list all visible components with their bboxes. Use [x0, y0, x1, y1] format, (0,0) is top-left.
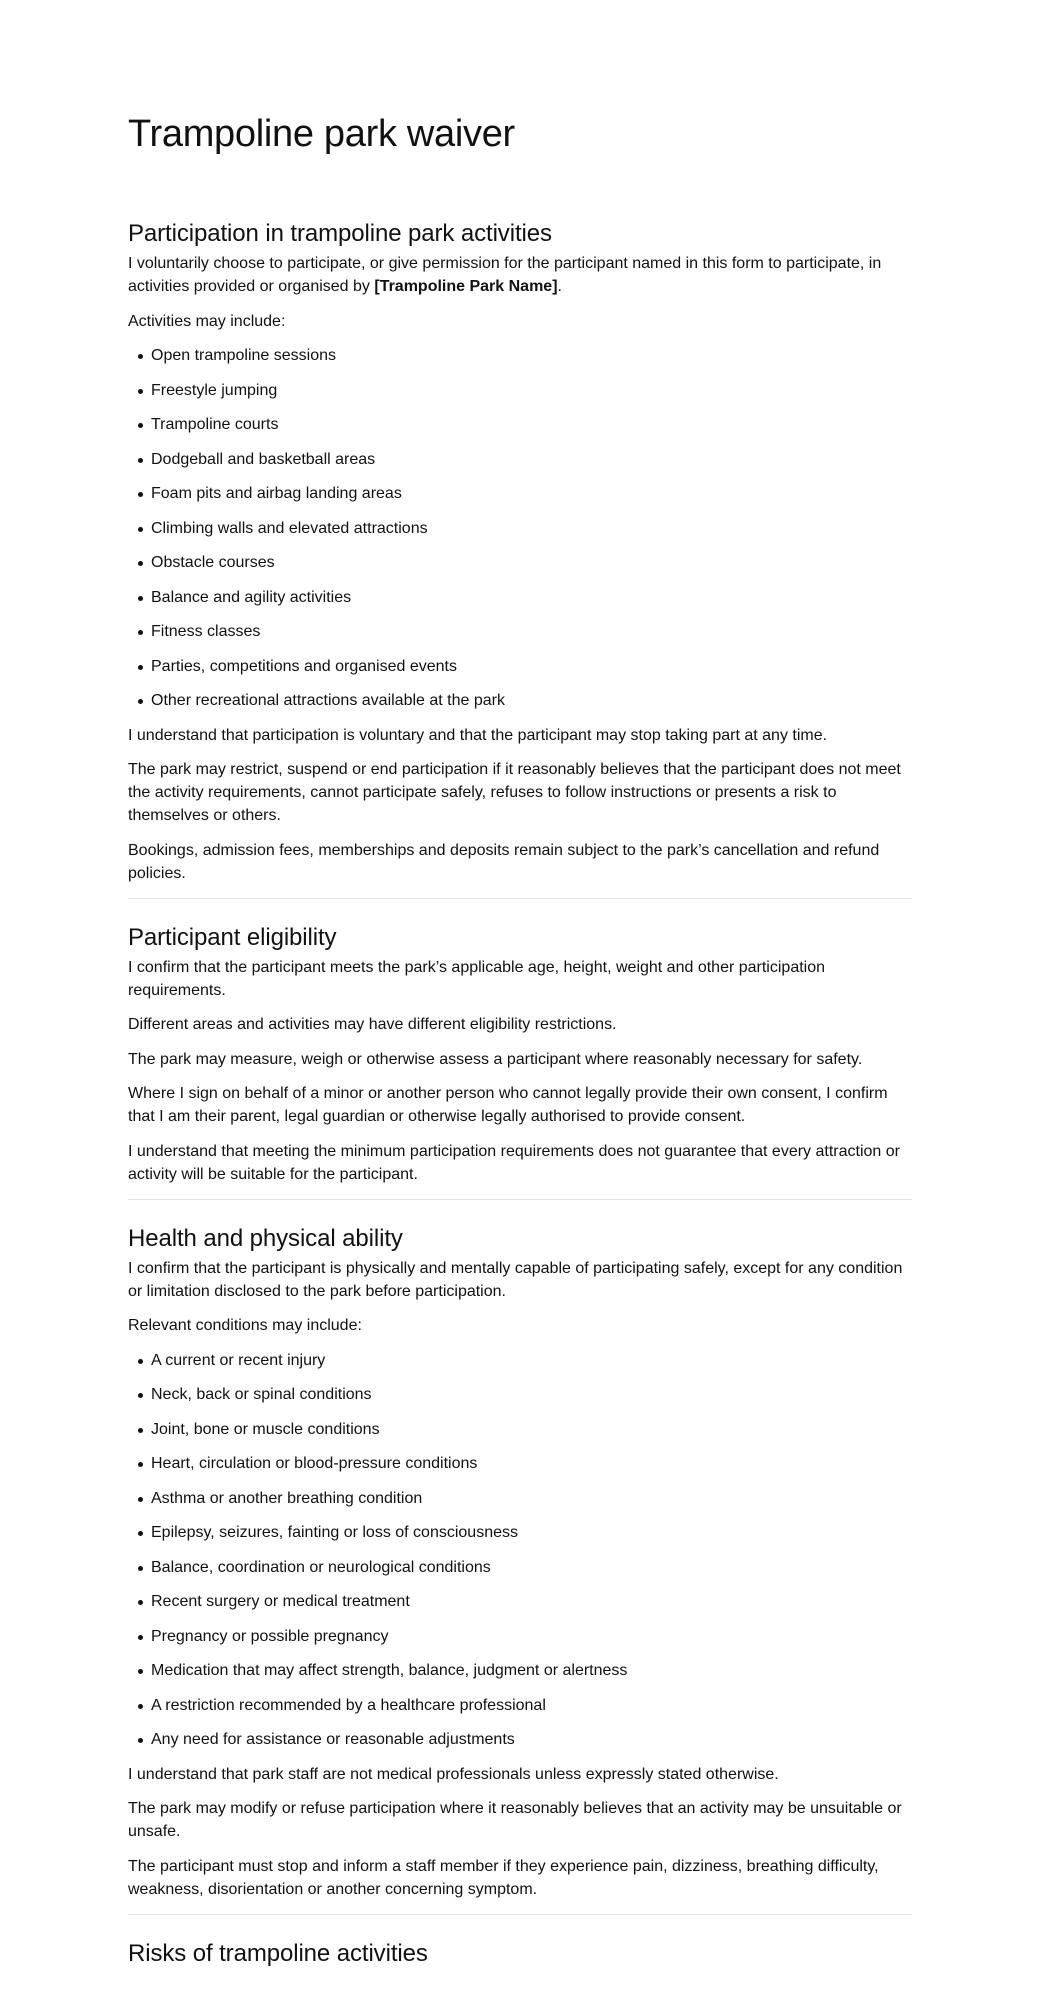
list-item: Heart, circulation or blood-pressure conditions — [128, 1452, 912, 1475]
section-divider — [128, 1199, 912, 1200]
section-divider — [128, 1914, 912, 1915]
list-item: Other recreational attractions available at the park — [128, 689, 912, 712]
participation-paragraph: Bookings, admission fees, memberships and deposits remain subject to the park’s cancellation and refund policies. — [128, 841, 880, 882]
list-item: Joint, bone or muscle conditions — [128, 1418, 912, 1441]
list-item: Climbing walls and elevated attractions — [128, 517, 912, 540]
list-item: Dodgeball and basketball areas — [128, 448, 912, 471]
participation-heading: Participation in trampoline park activities — [128, 220, 552, 247]
health-heading: Health and physical ability — [128, 1224, 403, 1252]
eligibility-paragraph: Where I sign on behalf of a minor or another person who cannot legally provide their own consent, I confirm that I am their parent, legal guardian or otherwise legally authorised to provide consent. — [128, 1085, 888, 1125]
participation-intro-text: I voluntarily choose to participate, or give permission for the participant named in this form to participate, in activities provided or organised by — [128, 255, 882, 295]
participation-section — [128, 218, 912, 885]
eligibility-section — [128, 922, 912, 1186]
participation-intro — [128, 252, 912, 298]
health-intro: I confirm that the participant is physically and mentally capable of participating safely, except for any condition or limitation disclosed to the park before participation. — [128, 1259, 903, 1300]
participation-intro-end: . — [557, 278, 562, 295]
list-item: Parties, competitions and organised events — [128, 655, 912, 678]
risks-section — [128, 1938, 912, 1970]
health-paragraph: I understand that park staff are not medical professionals unless expressly stated otherwise. — [128, 1765, 779, 1783]
eligibility-heading: Participant eligibility — [128, 923, 337, 951]
health-section — [128, 1223, 912, 1901]
list-item: Asthma or another breathing condition — [128, 1487, 912, 1510]
section-divider — [128, 898, 912, 899]
park-name-placeholder: [Trampoline Park Name] — [374, 278, 558, 295]
list-item: Any need for assistance or reasonable adjustments — [128, 1728, 912, 1751]
eligibility-paragraph: I understand that meeting the minimum participation requirements does not guarantee that every attraction or activity will be suitable for the participant. — [128, 1142, 900, 1183]
waiver-document — [128, 0, 912, 1970]
list-item: Obstacle courses — [128, 551, 912, 574]
eligibility-paragraph: I confirm that the participant meets the park’s applicable age, height, weight and other participation requirements. — [128, 958, 826, 999]
eligibility-paragraph: The park may measure, weigh or otherwise assess a participant where reasonably necessary for safety. — [128, 1050, 863, 1068]
risks-heading: Risks of trampoline activities — [128, 1939, 428, 1967]
list-item: A current or recent injury — [128, 1349, 912, 1372]
participation-paragraph: I understand that participation is voluntary and that the participant may stop taking part at any time. — [128, 726, 828, 744]
list-item: Trampoline courts — [128, 413, 912, 436]
list-item: Recent surgery or medical treatment — [128, 1590, 912, 1613]
health-paragraph: The park may modify or refuse participation where it reasonably believes that an activity may be unsuitable or unsafe. — [128, 1800, 902, 1840]
list-item: Balance, coordination or neurological conditions — [128, 1556, 912, 1579]
list-item: Balance and agility activities — [128, 586, 912, 609]
conditions-label: Relevant conditions may include: — [128, 1317, 362, 1334]
activities-label: Activities may include: — [128, 312, 286, 330]
activities-list — [128, 344, 912, 712]
health-paragraph: The participant must stop and inform a staff member if they experience pain, dizziness, breathing difficulty, weakness, disorientation or another concerning symptom. — [128, 1857, 879, 1898]
page-title: Trampoline park waiver — [128, 113, 515, 155]
list-item: Epilepsy, seizures, fainting or loss of consciousness — [128, 1521, 912, 1544]
eligibility-paragraph: Different areas and activities may have different eligibility restrictions. — [128, 1016, 617, 1033]
list-item: Foam pits and airbag landing areas — [128, 482, 912, 505]
participation-paragraph: The park may restrict, suspend or end participation if it reasonably believes that the participant does not meet the activity requirements, cannot participate safely, refuses to follow instructions or presents a risk to themselves or others. — [128, 761, 901, 824]
conditions-list — [128, 1349, 912, 1752]
list-item: Freestyle jumping — [128, 379, 912, 402]
list-item: Neck, back or spinal conditions — [128, 1383, 912, 1406]
list-item: Pregnancy or possible pregnancy — [128, 1625, 912, 1648]
list-item: Open trampoline sessions — [128, 344, 912, 367]
list-item: A restriction recommended by a healthcare professional — [128, 1694, 912, 1717]
list-item: Fitness classes — [128, 620, 912, 643]
list-item: Medication that may affect strength, balance, judgment or alertness — [128, 1659, 912, 1682]
